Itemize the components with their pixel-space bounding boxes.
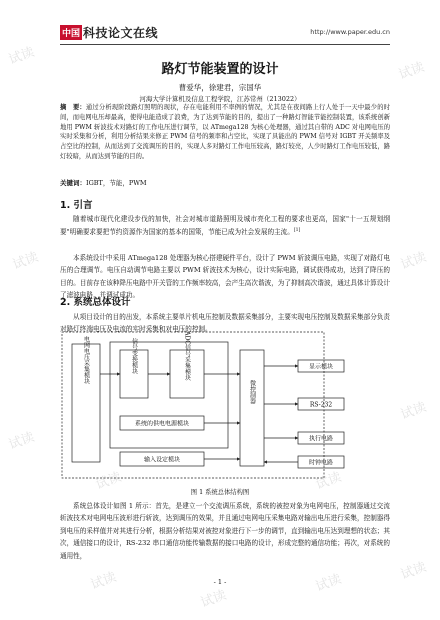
section-1-text: 随着城市现代化建设步伐的加快，社会对城市道路照明及城市亮化工程的要求也更高，国家"十一五规划纲要"明确要求要把节约资源作为国家的基本的国策，节能已成为社会发展的主流。 [60, 215, 390, 237]
display-label: 显示模块 [308, 363, 334, 371]
section-2-paragraph-2: 系统总体设计如图 1 所示：首先，是建立一个交流调压系统，系统的被控对象为电网电压，控制器通过交流斩波技术对电网电压波形进行斩波，达到调压的效果，并且通过电网电压采集电路对输出电压进行采集，控制器得到电压的采样值并对其进行分析，根据分析结果对被控对象进行下一步的调节，直到输出电压达到理想的状态；其次，通信接口的设计，RS-232 串口通信功能传输数据的接口电路的设计，形成完整的通信功能；再次，对系统的通用性， [60, 502, 390, 560]
inner-frame [110, 342, 228, 448]
figure-caption: 图 1 系统总体结构图 [190, 489, 250, 496]
watermark: 试读 [6, 44, 37, 68]
header-divider [60, 44, 390, 45]
section-2-paragraph-1: 从项目设计的目的出发，本系统主要单片机电压控制及数据采集部分，主要实现电压控制及数据采集部分负责对路灯终端电压及电流的实时采集和对电压的控制。 [60, 313, 390, 334]
watermark: 试读 [398, 249, 429, 273]
site-url[interactable]: http://www.paper.edu.cn [310, 28, 390, 36]
watermark: 试读 [88, 569, 119, 593]
diagram-frame [62, 332, 324, 478]
microcontroller-box [240, 350, 264, 466]
exec-circuit-label: 执行电路 [308, 435, 334, 443]
watermark: 试读 [198, 587, 229, 611]
keywords-label: 关键词： [60, 179, 86, 187]
page-number: - 1 - [213, 578, 227, 586]
site-logo[interactable] [60, 22, 158, 42]
section-1-paragraph-2: 本系统设计中采用 ATmega128 处理器为核心搭建硬件平台，设计了 PWM 斩波调压电路，实现了对路灯电压的合理调节。电压自动调节电路主要以 PWM 斩波技术为核心，设计实际电路，调试获得成功，达到了降压的目的。目前存在该种降压电路中开关管的工作频率较高，会产生高次谐波，为了抑制高次谐波，通过具体计算设计了滤波电路，并调试成功。 [60, 254, 390, 300]
paper-affiliation: 河海大学计算机及信息工程学院，江苏常州（213022） [139, 95, 301, 103]
keywords [60, 178, 390, 188]
power-supply-label: 系统的供电电源模块 [134, 420, 190, 428]
signal-conversion-label: 信号变换模块 [130, 338, 138, 374]
system-block-diagram [60, 330, 390, 480]
abstract-text: 通过分析现阶段路灯照明的现状，存在电能利用不率例的情况，尤其是在夜间路上行人处于一天中最少的时间，而电网电压却最高，使得电能造成了浪费，为了达到节能的目的，提出了一种路灯智能节能控制装置，该系统创新地用 PWM 斩波技术对路灯的工作电压进行调节，以 ATmega128 为核心处理器，通过其自带的 ADC 对电网电压的实时采集和分析，利用分析结果来修正 PWM 信号的频率和占空比，实现了具能出的 PWM 信号对 IGBT 开关频率及占空比的控制，从而达到了交流调压的目的，实现人多对路灯工作电压较高，路灯较亮，人少时路灯工作电压较低，路灯较暗，从而达到节能的目的。 [60, 104, 391, 160]
watermark: 试读 [93, 469, 124, 493]
watermark: 试读 [313, 571, 344, 595]
microcontroller-label: 微控制器 [248, 380, 256, 404]
logo-badge: 中国 [60, 25, 82, 40]
clock-circuit-label: 时钟电路 [308, 459, 334, 467]
watermark: 试读 [313, 469, 344, 493]
paper-authors: 曹爱华，徐建君，宗国华 [178, 83, 262, 92]
keywords-text: IGBT，节能，PWM [86, 179, 147, 187]
watermark: 试读 [398, 399, 429, 423]
watermark: 试读 [10, 249, 41, 273]
section-2-heading: 2. 系统总体设计 [60, 297, 131, 308]
voltage-sampling-label: 电网电压采集模块 [82, 336, 90, 384]
abstract-label: 摘 要： [60, 104, 86, 111]
watermark: 试读 [6, 429, 37, 453]
section-1-paragraph-1 [60, 213, 390, 239]
input-setting-label: 输入设定模块 [143, 456, 181, 464]
citation-ref[interactable]: [1] [293, 228, 301, 234]
section-1-heading: 1. 引言 [60, 200, 93, 211]
watermark: 试读 [398, 559, 429, 583]
page-header [60, 22, 390, 44]
abstract [60, 103, 390, 162]
rs232-label: RS-232 [309, 401, 333, 409]
paper-title: 路灯节能装置的设计 [161, 62, 279, 77]
logo-text: 科技论文在线 [83, 25, 159, 40]
adc-sampling-label: ADC信号采集模块 [183, 331, 191, 381]
watermark: 试读 [396, 59, 427, 83]
